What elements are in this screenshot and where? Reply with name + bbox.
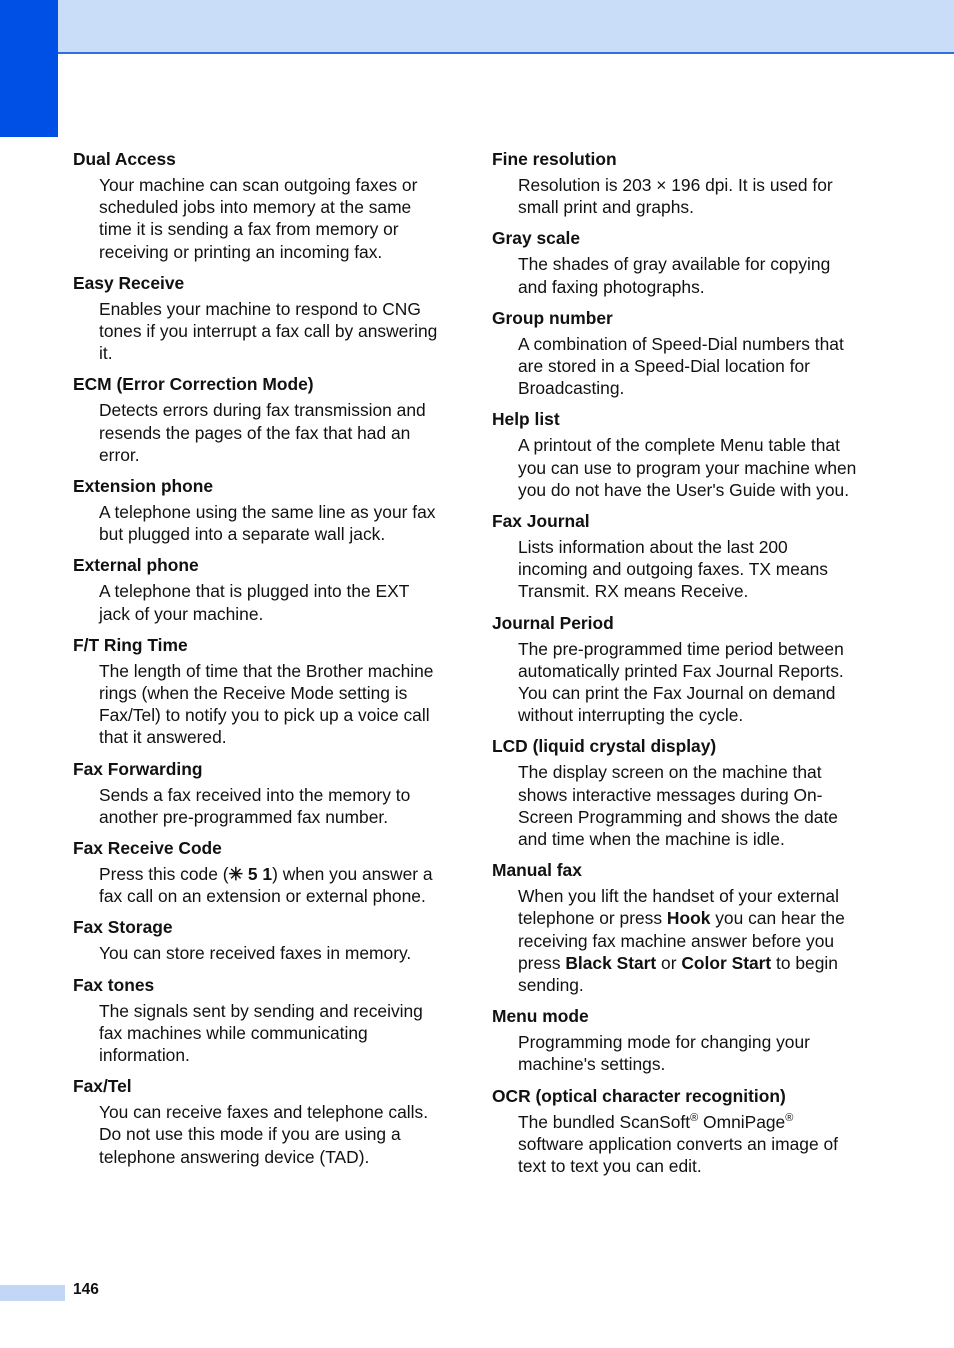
glossary-entry (73, 916, 443, 964)
glossary-term: Fine resolution (492, 149, 617, 169)
definition-text: The bundled ScanSoft (518, 1111, 691, 1132)
glossary-definition: Your machine can scan outgoing faxes or scheduled jobs into memory at the same time it is sending a fax from memory or receiving or printing an incoming fax. (99, 175, 418, 262)
fax-receive-code: ✳ 5 1 (228, 864, 273, 885)
glossary-term: Fax/Tel (73, 1076, 132, 1097)
glossary-entry (73, 634, 443, 749)
glossary-term: Group number (492, 307, 613, 328)
glossary-definition: The shades of gray available for copying and faxing photographs. (518, 254, 831, 297)
registered-mark: ® (785, 1111, 794, 1124)
glossary-entry (492, 612, 862, 727)
glossary-term: Manual fax (492, 860, 582, 881)
page-number: 146 (73, 1281, 99, 1298)
glossary-definition: Detects errors during fax transmission and resends the pages of the fax that had an error. (99, 400, 426, 465)
glossary-right-column (492, 148, 862, 1186)
glossary-entry (492, 1085, 862, 1178)
glossary-definition: The display screen on the machine that shows interactive messages during On-Screen Programming and shows the date and time when the machine is idle. (518, 762, 838, 850)
glossary-entry (73, 272, 443, 365)
glossary-entry (492, 1005, 862, 1075)
key-black-start: Black Start (565, 952, 657, 973)
chapter-tab (0, 0, 58, 137)
definition-text: or (656, 952, 682, 973)
glossary-entry (492, 859, 862, 996)
glossary-definition: You can receive faxes and telephone calls. Do not use this mode if you are using a telephone answering device (TAD). (99, 1102, 429, 1167)
glossary-definition: Enables your machine to respond to CNG tones if you interrupt a fax call by answering it. (99, 298, 438, 364)
glossary-definition: A telephone that is plugged into the EXT jack of your machine. (99, 581, 410, 624)
glossary-entry (492, 735, 862, 850)
glossary-definition: A combination of Speed-Dial numbers that are stored in a Speed-Dial location for Broadcasting. (518, 333, 844, 399)
glossary-entry (73, 373, 443, 466)
glossary-term: LCD (liquid crystal display) (492, 736, 717, 757)
glossary-entry (73, 554, 443, 624)
header-band (0, 0, 954, 54)
glossary-term: Fax Forwarding (73, 758, 203, 779)
glossary-term: Fax Storage (73, 917, 173, 938)
definition-text: Press this code ( (99, 864, 229, 885)
glossary-entry (73, 758, 443, 828)
glossary-definition: A printout of the complete Menu table that you can use to program your machine when you do not have the User's Guide with you. (518, 435, 857, 500)
definition-text: you can hear the receiving fax machine answer before you press (518, 908, 845, 973)
glossary-entry (73, 475, 443, 545)
glossary-entry (492, 148, 862, 218)
glossary-definition: Lists information about the last 200 incoming and outgoing faxes. TX means Transmit. RX means Receive. (518, 537, 828, 602)
glossary-term: Help list (492, 409, 560, 430)
glossary-definition: Programming mode for changing your machine's settings. (518, 1032, 810, 1075)
glossary-term: F/T Ring Time (73, 634, 188, 655)
key-color-start: Color Start (681, 952, 772, 973)
glossary-definition: The length of time that the Brother machine rings (when the Receive Mode setting is Fax/Tel) to notify you to pick up a voice call that it answered. (99, 660, 434, 748)
definition-text: ) when you answer a fax call on an extension or external phone. (99, 864, 433, 907)
glossary-definition: The pre-programmed time period between automatically printed Fax Journal Reports. You can print the Fax Journal on demand without interrupting the cycle. (518, 638, 844, 726)
glossary-entry (73, 837, 443, 907)
definition-text: When you lift the handset of your external telephone or press (518, 886, 839, 929)
glossary-term: Extension phone (73, 476, 214, 497)
glossary-definition (99, 863, 443, 907)
glossary-entry (73, 148, 443, 263)
definition-text: to begin sending. (518, 952, 838, 996)
glossary-entry (73, 974, 443, 1067)
glossary-left-column (73, 148, 443, 1177)
glossary-definition (518, 1111, 862, 1178)
glossary-term: OCR (optical character recognition) (492, 1085, 786, 1106)
glossary-entry (492, 227, 862, 297)
glossary-term: Fax tones (73, 974, 155, 995)
glossary-term: ECM (Error Correction Mode) (73, 374, 314, 395)
definition-text: software application converts an image of text to text you can edit. (518, 1133, 838, 1177)
glossary-definition: Resolution is 203 × 196 dpi. It is used for small print and graphs. (518, 175, 833, 218)
glossary-entry (492, 307, 862, 400)
glossary-term: Fax Journal (492, 511, 590, 532)
definition-text: OmniPage (698, 1111, 786, 1132)
glossary-term: External phone (73, 555, 199, 576)
glossary-definition (518, 885, 862, 996)
glossary-term: Journal Period (492, 612, 614, 633)
glossary-term: Gray scale (492, 228, 580, 249)
glossary-term: Menu mode (492, 1006, 589, 1027)
glossary-term: Dual Access (73, 149, 176, 169)
glossary-term: Easy Receive (73, 272, 185, 293)
glossary-definition: A telephone using the same line as your fax but plugged into a separate wall jack. (99, 502, 436, 545)
glossary-definition: Sends a fax received into the memory to another pre-programmed fax number. (99, 784, 411, 827)
glossary-definition: You can store received faxes in memory. (99, 943, 412, 964)
glossary-entry (492, 510, 862, 603)
glossary-entry (73, 1075, 443, 1168)
page-number-badge (0, 1285, 65, 1301)
glossary-term: Fax Receive Code (73, 838, 222, 859)
glossary-definition: The signals sent by sending and receiving fax machines while communicating information. (99, 1000, 423, 1066)
glossary-entry (492, 408, 862, 501)
registered-mark: ® (690, 1111, 699, 1124)
key-hook: Hook (666, 908, 711, 929)
